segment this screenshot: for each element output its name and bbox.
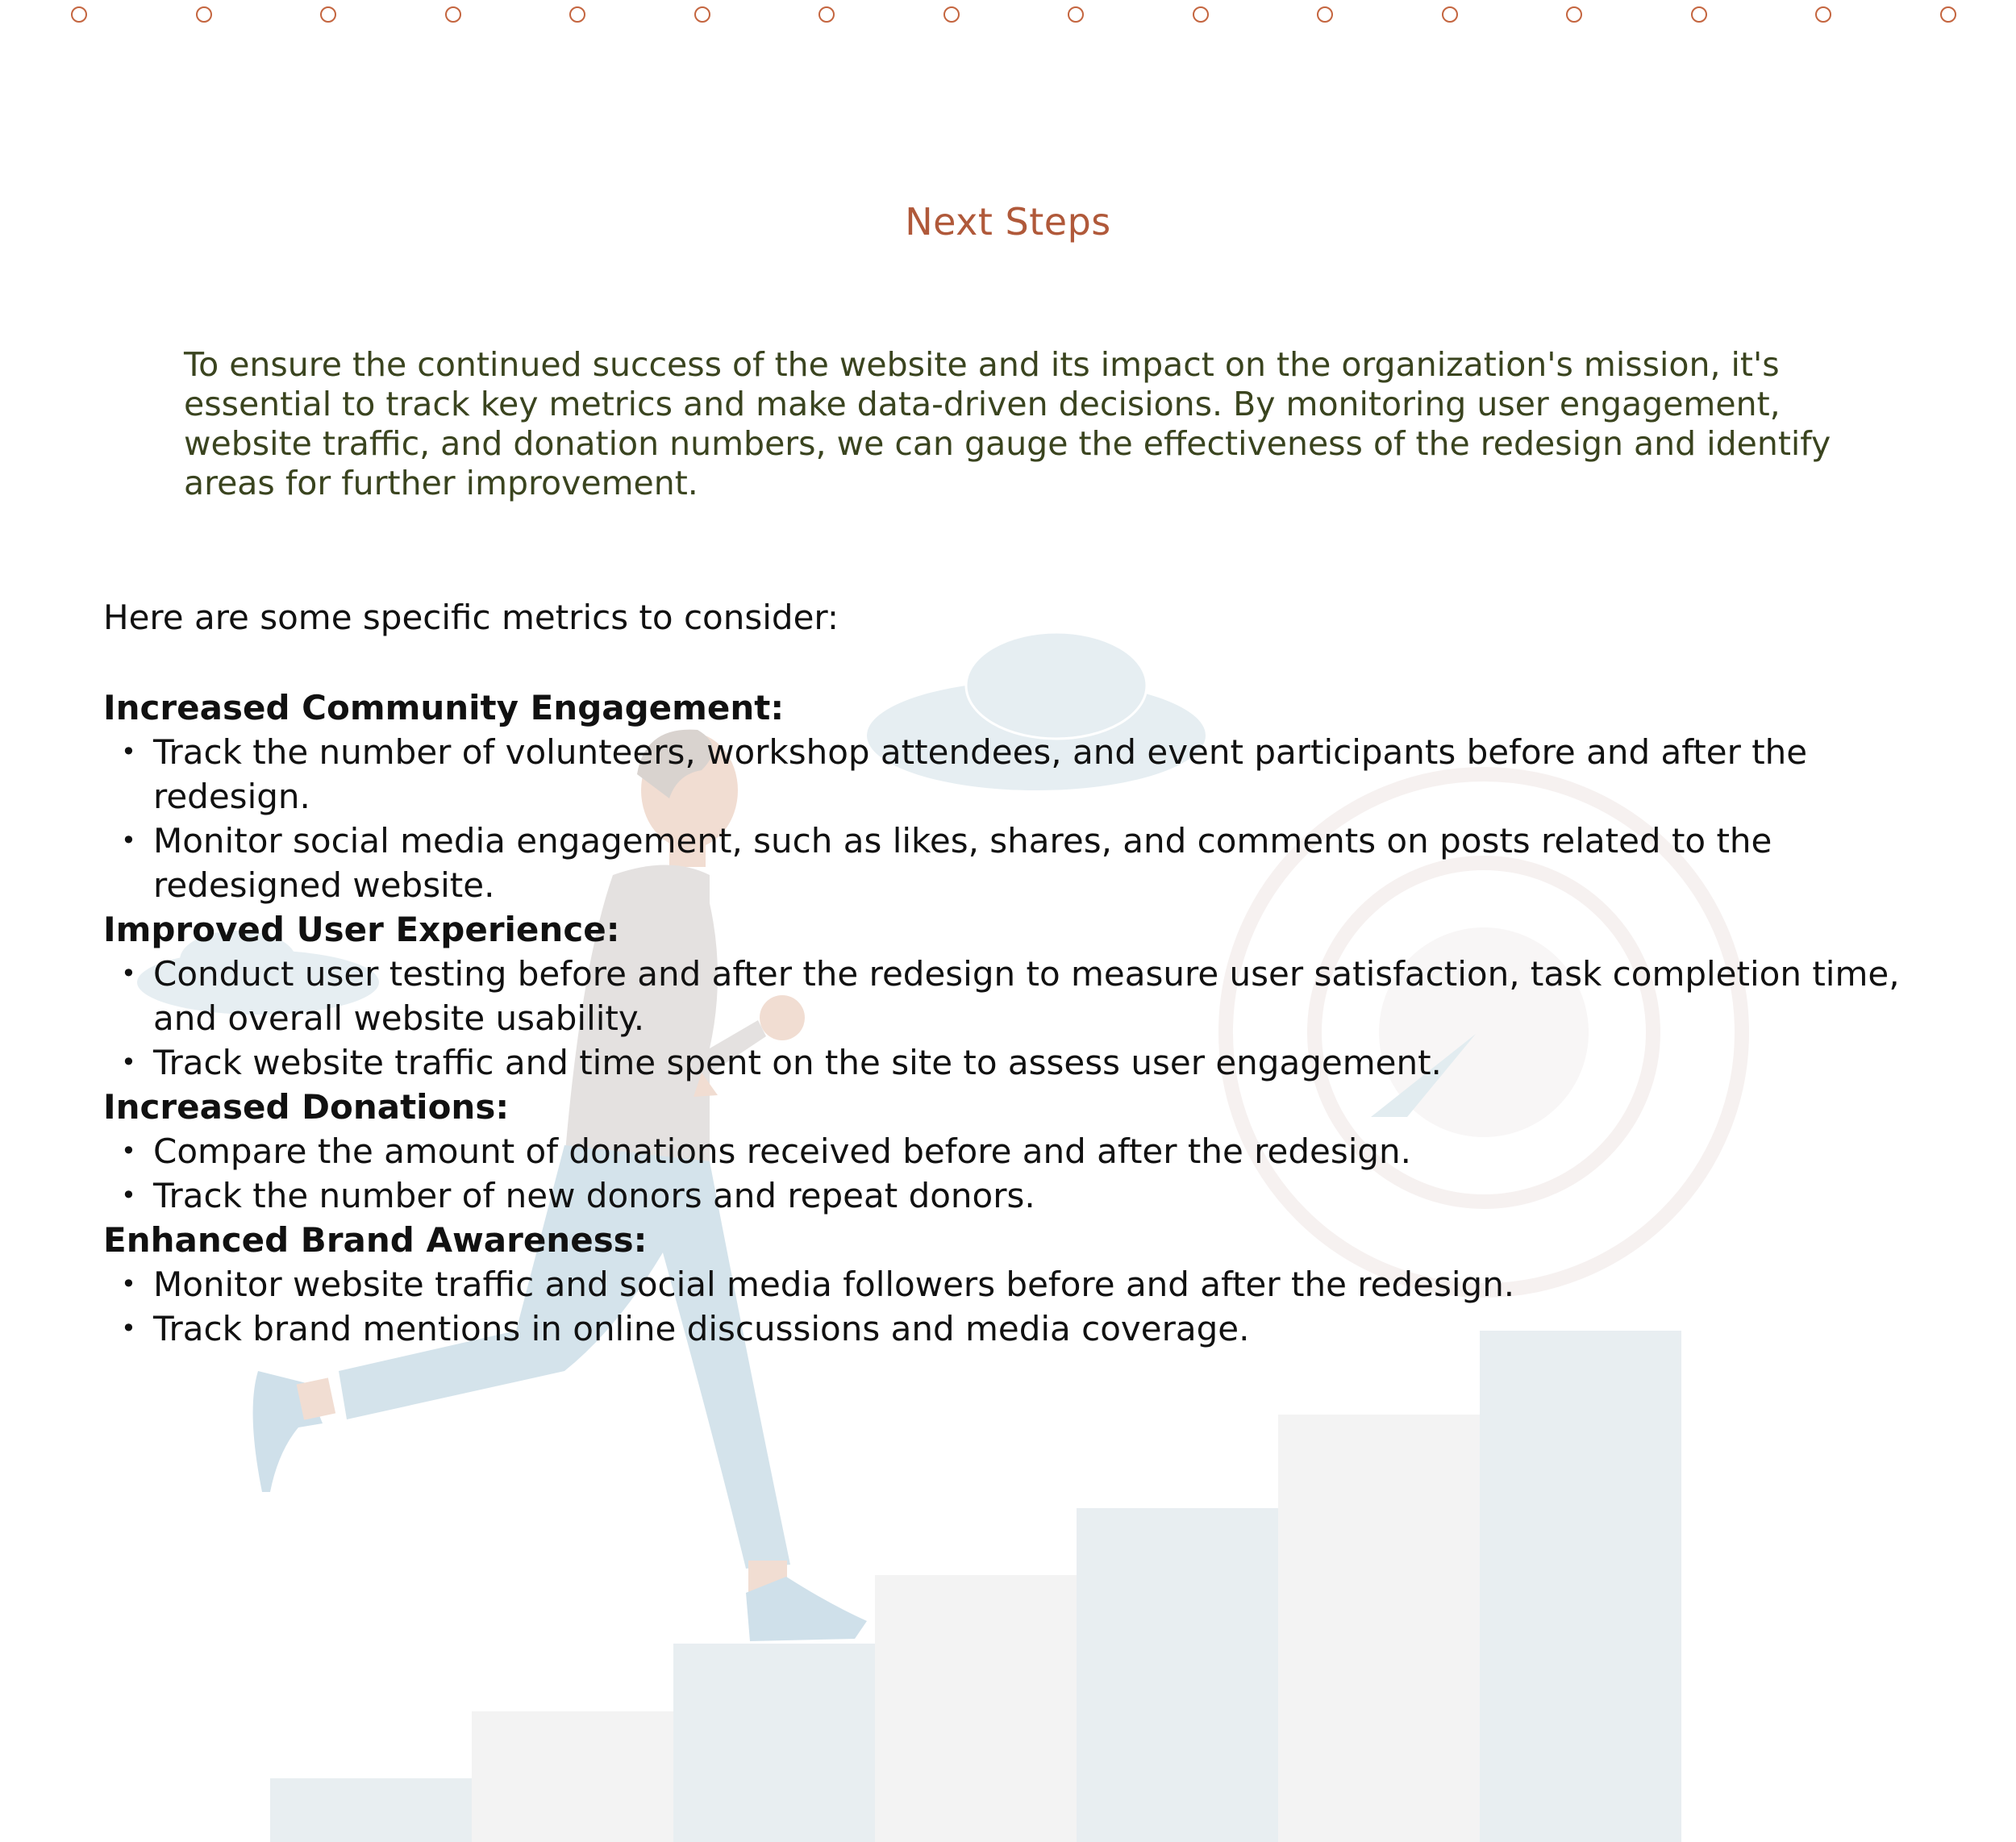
section-list [103, 1129, 1942, 1218]
section-heading: Enhanced Brand Awareness: [103, 1220, 648, 1260]
metrics-sections [103, 686, 1942, 1351]
section-heading: Increased Community Engagement: [103, 688, 785, 727]
metrics-section [103, 1218, 1942, 1351]
step-bar [1077, 1508, 1278, 1842]
section-list [103, 1262, 1942, 1351]
section-list [103, 952, 1942, 1085]
section-list [103, 730, 1942, 907]
page-title: Next Steps [905, 200, 1111, 244]
metrics-section [103, 1085, 1942, 1218]
metrics-section [103, 686, 1942, 907]
list-item: • Monitor social media engagement, such as likes, shares, and comments on posts related to the redesigned website. [153, 819, 1942, 907]
list-item: • Conduct user testing before and after the redesign to measure user satisfaction, task completion time, and overall website usability. [153, 952, 1942, 1040]
list-item: • Track the number of volunteers, workshop attendees, and event participants before and after the redesign. [153, 730, 1942, 819]
step-bar [673, 1644, 875, 1842]
section-heading: Increased Donations: [103, 1087, 510, 1127]
section-heading: Improved User Experience: [103, 910, 620, 949]
step-bar [875, 1575, 1077, 1842]
bar-steps [270, 1331, 1681, 1842]
step-bar [1480, 1331, 1681, 1842]
list-item: • Track website traffic and time spent on the site to assess user engagement. [153, 1040, 1942, 1085]
intro-paragraph: To ensure the continued success of the website and its impact on the organization's mission, it's essential to track key metrics and make data-driven decisions. By monitoring user engagement, website traffic, and donation numbers, we can gauge the effectiveness of the redesign and identify areas for further improvement. [184, 345, 1831, 502]
list-item: • Track the number of new donors and repeat donors. [153, 1173, 1942, 1218]
metrics-lead-text: Here are some specific metrics to consider: [103, 598, 839, 637]
step-bar [270, 1778, 472, 1842]
list-item: • Compare the amount of donations received before and after the redesign. [153, 1129, 1942, 1173]
step-bar [472, 1711, 673, 1842]
list-item: • Monitor website traffic and social media followers before and after the redesign. [153, 1262, 1942, 1306]
list-item: • Track brand mentions in online discussions and media coverage. [153, 1306, 1942, 1351]
step-bar [1278, 1415, 1480, 1842]
metrics-section [103, 907, 1942, 1085]
